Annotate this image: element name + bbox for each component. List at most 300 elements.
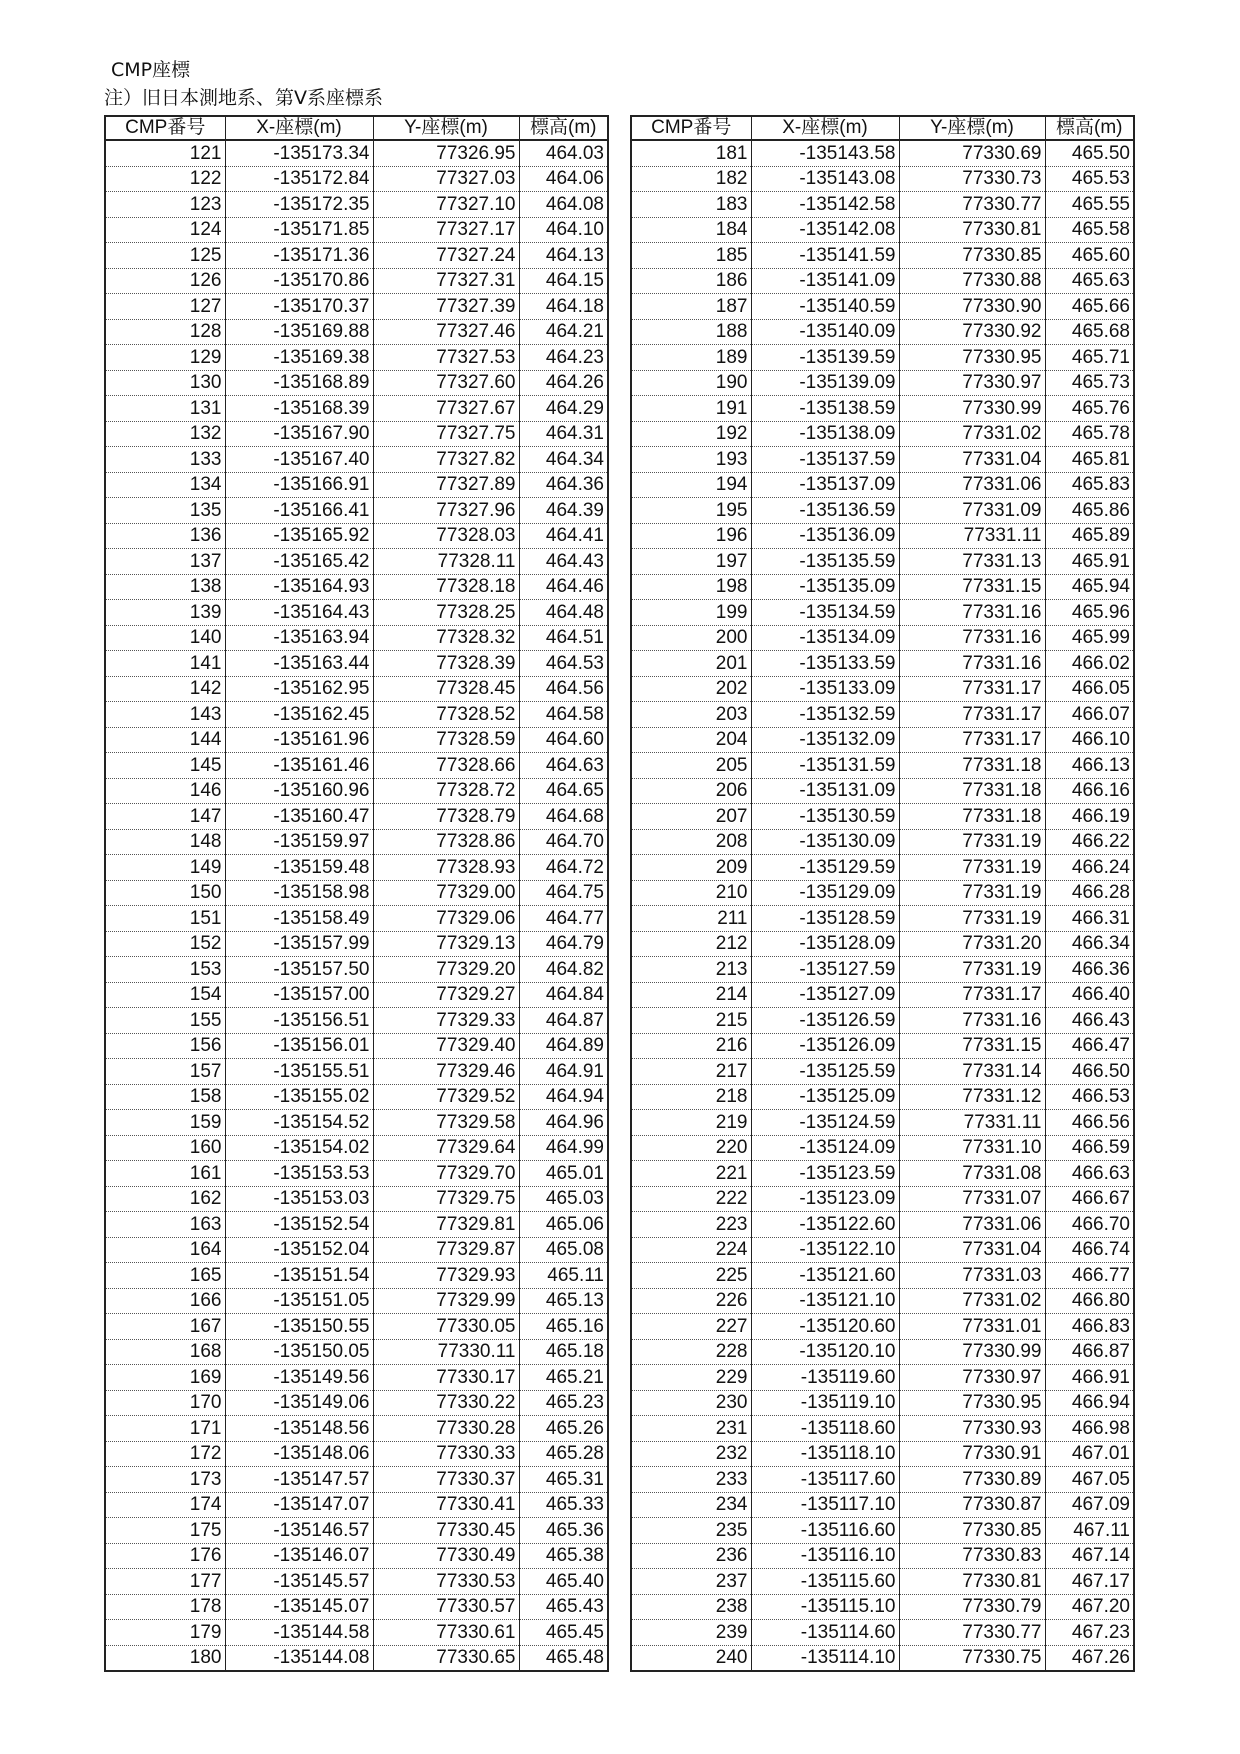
- cell-x-coordinate: -135141.59: [751, 243, 899, 269]
- cell-y-coordinate: 77331.18: [899, 753, 1045, 779]
- cell-x-coordinate: -135147.57: [225, 1467, 373, 1493]
- cell-y-coordinate: 77326.95: [373, 140, 519, 166]
- cell-cmp-number: 226: [631, 1288, 751, 1314]
- cell-x-coordinate: -135156.01: [225, 1033, 373, 1059]
- cell-cmp-number: 127: [105, 294, 225, 320]
- cell-cmp-number: 146: [105, 778, 225, 804]
- cell-cmp-number: 194: [631, 472, 751, 498]
- cell-x-coordinate: -135142.08: [751, 217, 899, 243]
- cell-cmp-number: 191: [631, 396, 751, 422]
- cell-x-coordinate: -135116.60: [751, 1518, 899, 1544]
- cell-y-coordinate: 77331.18: [899, 778, 1045, 804]
- cell-y-coordinate: 77327.60: [373, 370, 519, 396]
- cell-x-coordinate: -135160.47: [225, 804, 373, 830]
- table-row: [105, 1416, 608, 1442]
- table-row: [105, 396, 608, 422]
- cell-elevation: 465.50: [1045, 140, 1134, 166]
- cell-elevation: 464.23: [519, 345, 608, 371]
- table-row: [631, 1339, 1134, 1365]
- table-row: [631, 498, 1134, 524]
- cell-x-coordinate: -135141.09: [751, 268, 899, 294]
- cell-x-coordinate: -135160.96: [225, 778, 373, 804]
- cell-elevation: 466.34: [1045, 931, 1134, 957]
- header-cmp-number: CMP番号: [631, 116, 751, 140]
- cell-elevation: 467.14: [1045, 1543, 1134, 1569]
- cell-cmp-number: 130: [105, 370, 225, 396]
- cell-elevation: 464.26: [519, 370, 608, 396]
- cell-cmp-number: 176: [105, 1543, 225, 1569]
- cell-x-coordinate: -135125.59: [751, 1059, 899, 1085]
- cell-y-coordinate: 77330.28: [373, 1416, 519, 1442]
- cell-x-coordinate: -135129.59: [751, 855, 899, 881]
- cell-x-coordinate: -135171.36: [225, 243, 373, 269]
- cell-cmp-number: 230: [631, 1390, 751, 1416]
- cell-elevation: 465.16: [519, 1314, 608, 1340]
- cell-elevation: 466.63: [1045, 1161, 1134, 1187]
- cell-elevation: 465.89: [1045, 523, 1134, 549]
- cell-y-coordinate: 77331.18: [899, 804, 1045, 830]
- cell-cmp-number: 190: [631, 370, 751, 396]
- cell-elevation: 464.53: [519, 651, 608, 677]
- cell-cmp-number: 231: [631, 1416, 751, 1442]
- cell-elevation: 464.31: [519, 421, 608, 447]
- cell-cmp-number: 213: [631, 957, 751, 983]
- table-row: [105, 931, 608, 957]
- cell-elevation: 466.05: [1045, 676, 1134, 702]
- cell-x-coordinate: -135122.60: [751, 1212, 899, 1238]
- cell-elevation: 464.68: [519, 804, 608, 830]
- cell-elevation: 466.98: [1045, 1416, 1134, 1442]
- cell-cmp-number: 192: [631, 421, 751, 447]
- table-row: [105, 472, 608, 498]
- table-row: [105, 1186, 608, 1212]
- table-row: [631, 1314, 1134, 1340]
- cell-cmp-number: 223: [631, 1212, 751, 1238]
- table-row: [631, 1161, 1134, 1187]
- cell-x-coordinate: -135161.96: [225, 727, 373, 753]
- cell-elevation: 466.02: [1045, 651, 1134, 677]
- cell-y-coordinate: 77329.06: [373, 906, 519, 932]
- cell-x-coordinate: -135128.59: [751, 906, 899, 932]
- cell-cmp-number: 214: [631, 982, 751, 1008]
- cell-x-coordinate: -135122.10: [751, 1237, 899, 1263]
- cell-cmp-number: 205: [631, 753, 751, 779]
- cell-x-coordinate: -135128.09: [751, 931, 899, 957]
- cell-elevation: 466.16: [1045, 778, 1134, 804]
- cell-x-coordinate: -135136.09: [751, 523, 899, 549]
- cell-y-coordinate: 77328.66: [373, 753, 519, 779]
- cell-elevation: 467.11: [1045, 1518, 1134, 1544]
- cell-elevation: 465.53: [1045, 166, 1134, 192]
- cell-y-coordinate: 77331.16: [899, 600, 1045, 626]
- cell-y-coordinate: 77330.11: [373, 1339, 519, 1365]
- cell-y-coordinate: 77330.87: [899, 1492, 1045, 1518]
- table-body-left: [105, 140, 608, 1671]
- cell-cmp-number: 189: [631, 345, 751, 371]
- cell-y-coordinate: 77330.95: [899, 1390, 1045, 1416]
- cell-elevation: 466.70: [1045, 1212, 1134, 1238]
- cell-elevation: 466.77: [1045, 1263, 1134, 1289]
- cell-y-coordinate: 77330.97: [899, 370, 1045, 396]
- cell-cmp-number: 232: [631, 1441, 751, 1467]
- cell-y-coordinate: 77330.45: [373, 1518, 519, 1544]
- cell-elevation: 465.06: [519, 1212, 608, 1238]
- cell-y-coordinate: 77327.96: [373, 498, 519, 524]
- cell-y-coordinate: 77331.19: [899, 957, 1045, 983]
- cell-cmp-number: 215: [631, 1008, 751, 1034]
- cell-x-coordinate: -135143.58: [751, 140, 899, 166]
- cell-y-coordinate: 77330.05: [373, 1314, 519, 1340]
- cell-cmp-number: 153: [105, 957, 225, 983]
- cell-elevation: 466.67: [1045, 1186, 1134, 1212]
- cell-x-coordinate: -135138.59: [751, 396, 899, 422]
- cell-cmp-number: 177: [105, 1569, 225, 1595]
- cell-x-coordinate: -135157.00: [225, 982, 373, 1008]
- cell-cmp-number: 227: [631, 1314, 751, 1340]
- cell-elevation: 465.83: [1045, 472, 1134, 498]
- cell-cmp-number: 126: [105, 268, 225, 294]
- cell-x-coordinate: -135137.59: [751, 447, 899, 473]
- cell-x-coordinate: -135133.09: [751, 676, 899, 702]
- table-row: [631, 1543, 1134, 1569]
- cell-x-coordinate: -135131.09: [751, 778, 899, 804]
- table-row: [105, 1135, 608, 1161]
- coordinate-table-right: [630, 115, 1135, 1672]
- cell-y-coordinate: 77330.83: [899, 1543, 1045, 1569]
- cell-x-coordinate: -135157.50: [225, 957, 373, 983]
- cell-elevation: 466.24: [1045, 855, 1134, 881]
- table-row: [631, 804, 1134, 830]
- cell-x-coordinate: -135147.07: [225, 1492, 373, 1518]
- header-cmp-number: CMP番号: [105, 116, 225, 140]
- table-row: [105, 1263, 608, 1289]
- cell-cmp-number: 234: [631, 1492, 751, 1518]
- cell-elevation: 466.43: [1045, 1008, 1134, 1034]
- cell-cmp-number: 125: [105, 243, 225, 269]
- cell-y-coordinate: 77330.69: [899, 140, 1045, 166]
- cell-y-coordinate: 77331.20: [899, 931, 1045, 957]
- cell-elevation: 466.56: [1045, 1110, 1134, 1136]
- cell-y-coordinate: 77330.85: [899, 1518, 1045, 1544]
- table-row: [631, 1186, 1134, 1212]
- table-row: [105, 880, 608, 906]
- cell-x-coordinate: -135135.09: [751, 574, 899, 600]
- cell-x-coordinate: -135151.54: [225, 1263, 373, 1289]
- cell-elevation: 464.51: [519, 625, 608, 651]
- cell-elevation: 464.70: [519, 829, 608, 855]
- cell-x-coordinate: -135120.10: [751, 1339, 899, 1365]
- cell-y-coordinate: 77330.93: [899, 1416, 1045, 1442]
- cell-elevation: 466.13: [1045, 753, 1134, 779]
- cell-cmp-number: 203: [631, 702, 751, 728]
- cell-x-coordinate: -135148.56: [225, 1416, 373, 1442]
- cell-y-coordinate: 77331.19: [899, 906, 1045, 932]
- cell-x-coordinate: -135156.51: [225, 1008, 373, 1034]
- cell-elevation: 466.31: [1045, 906, 1134, 932]
- table-row: [631, 268, 1134, 294]
- table-row: [105, 421, 608, 447]
- table-row: [631, 1263, 1134, 1289]
- cell-y-coordinate: 77331.06: [899, 472, 1045, 498]
- cell-elevation: 465.63: [1045, 268, 1134, 294]
- cell-elevation: 466.94: [1045, 1390, 1134, 1416]
- cell-y-coordinate: 77328.39: [373, 651, 519, 677]
- table-row: [105, 1390, 608, 1416]
- cell-elevation: 464.96: [519, 1110, 608, 1136]
- cell-cmp-number: 218: [631, 1084, 751, 1110]
- cell-cmp-number: 156: [105, 1033, 225, 1059]
- cell-elevation: 465.78: [1045, 421, 1134, 447]
- page-title: CMP座標: [111, 59, 191, 81]
- table-header-row: [631, 116, 1134, 140]
- cell-y-coordinate: 77331.15: [899, 1033, 1045, 1059]
- cell-elevation: 466.91: [1045, 1365, 1134, 1391]
- table-row: [631, 523, 1134, 549]
- cell-y-coordinate: 77329.87: [373, 1237, 519, 1263]
- table-row: [631, 1033, 1134, 1059]
- table-row: [105, 1237, 608, 1263]
- cell-y-coordinate: 77330.99: [899, 1339, 1045, 1365]
- cell-x-coordinate: -135165.42: [225, 549, 373, 575]
- cell-y-coordinate: 77331.16: [899, 625, 1045, 651]
- cell-elevation: 465.94: [1045, 574, 1134, 600]
- cell-x-coordinate: -135118.60: [751, 1416, 899, 1442]
- cell-cmp-number: 152: [105, 931, 225, 957]
- table-row: [105, 1161, 608, 1187]
- cell-y-coordinate: 77331.08: [899, 1161, 1045, 1187]
- cell-cmp-number: 210: [631, 880, 751, 906]
- cell-x-coordinate: -135145.57: [225, 1569, 373, 1595]
- cell-y-coordinate: 77330.33: [373, 1441, 519, 1467]
- cell-x-coordinate: -135125.09: [751, 1084, 899, 1110]
- table-row: [631, 1467, 1134, 1493]
- cell-cmp-number: 198: [631, 574, 751, 600]
- cell-x-coordinate: -135159.48: [225, 855, 373, 881]
- cell-y-coordinate: 77331.02: [899, 421, 1045, 447]
- cell-y-coordinate: 77330.90: [899, 294, 1045, 320]
- cell-elevation: 464.48: [519, 600, 608, 626]
- cell-elevation: 467.23: [1045, 1620, 1134, 1646]
- cell-cmp-number: 224: [631, 1237, 751, 1263]
- table-row: [631, 319, 1134, 345]
- cell-cmp-number: 183: [631, 192, 751, 218]
- cell-x-coordinate: -135164.93: [225, 574, 373, 600]
- table-row: [631, 651, 1134, 677]
- cell-elevation: 465.43: [519, 1594, 608, 1620]
- table-row: [105, 1008, 608, 1034]
- cell-y-coordinate: 77331.12: [899, 1084, 1045, 1110]
- table-row: [105, 345, 608, 371]
- cell-elevation: 465.91: [1045, 549, 1134, 575]
- cell-cmp-number: 201: [631, 651, 751, 677]
- cell-x-coordinate: -135170.37: [225, 294, 373, 320]
- cell-elevation: 464.75: [519, 880, 608, 906]
- cell-elevation: 465.23: [519, 1390, 608, 1416]
- cell-x-coordinate: -135163.44: [225, 651, 373, 677]
- table-row: [105, 855, 608, 881]
- table-row: [105, 523, 608, 549]
- cell-y-coordinate: 77328.72: [373, 778, 519, 804]
- table-row: [105, 1594, 608, 1620]
- cell-cmp-number: 207: [631, 804, 751, 830]
- cell-elevation: 466.87: [1045, 1339, 1134, 1365]
- table-row: [105, 1110, 608, 1136]
- cell-y-coordinate: 77328.79: [373, 804, 519, 830]
- cell-cmp-number: 143: [105, 702, 225, 728]
- cell-y-coordinate: 77328.45: [373, 676, 519, 702]
- cell-y-coordinate: 77328.52: [373, 702, 519, 728]
- cell-y-coordinate: 77329.20: [373, 957, 519, 983]
- table-row: [105, 600, 608, 626]
- cell-x-coordinate: -135152.04: [225, 1237, 373, 1263]
- cell-x-coordinate: -135121.60: [751, 1263, 899, 1289]
- cell-elevation: 464.72: [519, 855, 608, 881]
- cell-x-coordinate: -135172.35: [225, 192, 373, 218]
- cell-elevation: 466.83: [1045, 1314, 1134, 1340]
- cell-y-coordinate: 77330.65: [373, 1645, 519, 1671]
- cell-x-coordinate: -135129.09: [751, 880, 899, 906]
- cell-elevation: 466.07: [1045, 702, 1134, 728]
- cell-x-coordinate: -135143.08: [751, 166, 899, 192]
- cell-cmp-number: 132: [105, 421, 225, 447]
- cell-x-coordinate: -135132.09: [751, 727, 899, 753]
- table-row: [105, 676, 608, 702]
- cell-x-coordinate: -135127.59: [751, 957, 899, 983]
- cell-elevation: 465.21: [519, 1365, 608, 1391]
- cell-x-coordinate: -135159.97: [225, 829, 373, 855]
- cell-elevation: 466.74: [1045, 1237, 1134, 1263]
- cell-x-coordinate: -135158.49: [225, 906, 373, 932]
- cell-cmp-number: 219: [631, 1110, 751, 1136]
- cell-cmp-number: 217: [631, 1059, 751, 1085]
- table-row: [631, 217, 1134, 243]
- cell-x-coordinate: -135140.09: [751, 319, 899, 345]
- cell-x-coordinate: -135144.08: [225, 1645, 373, 1671]
- cell-cmp-number: 237: [631, 1569, 751, 1595]
- cell-y-coordinate: 77331.13: [899, 549, 1045, 575]
- cell-cmp-number: 137: [105, 549, 225, 575]
- cell-cmp-number: 123: [105, 192, 225, 218]
- cell-x-coordinate: -135133.59: [751, 651, 899, 677]
- cell-cmp-number: 131: [105, 396, 225, 422]
- cell-elevation: 465.33: [519, 1492, 608, 1518]
- cell-cmp-number: 164: [105, 1237, 225, 1263]
- table-row: [631, 982, 1134, 1008]
- cell-cmp-number: 229: [631, 1365, 751, 1391]
- cell-y-coordinate: 77330.73: [899, 166, 1045, 192]
- cell-x-coordinate: -135153.03: [225, 1186, 373, 1212]
- table-row: [631, 192, 1134, 218]
- cell-y-coordinate: 77329.13: [373, 931, 519, 957]
- cell-elevation: 464.13: [519, 243, 608, 269]
- cell-x-coordinate: -135163.94: [225, 625, 373, 651]
- cell-y-coordinate: 77327.10: [373, 192, 519, 218]
- table-row: [631, 574, 1134, 600]
- cell-elevation: 466.50: [1045, 1059, 1134, 1085]
- cell-elevation: 465.81: [1045, 447, 1134, 473]
- cell-x-coordinate: -135139.59: [751, 345, 899, 371]
- cell-cmp-number: 168: [105, 1339, 225, 1365]
- cell-cmp-number: 129: [105, 345, 225, 371]
- cell-elevation: 465.31: [519, 1467, 608, 1493]
- coordinate-table-left: [104, 115, 609, 1672]
- cell-y-coordinate: 77330.81: [899, 1569, 1045, 1595]
- cell-cmp-number: 225: [631, 1263, 751, 1289]
- cell-x-coordinate: -135167.40: [225, 447, 373, 473]
- table-row: [105, 1467, 608, 1493]
- table-row: [631, 957, 1134, 983]
- cell-cmp-number: 148: [105, 829, 225, 855]
- cell-y-coordinate: 77330.79: [899, 1594, 1045, 1620]
- cell-y-coordinate: 77329.46: [373, 1059, 519, 1085]
- cell-elevation: 464.56: [519, 676, 608, 702]
- cell-cmp-number: 182: [631, 166, 751, 192]
- table-row: [631, 243, 1134, 269]
- cell-elevation: 464.63: [519, 753, 608, 779]
- cell-cmp-number: 142: [105, 676, 225, 702]
- cell-y-coordinate: 77331.09: [899, 498, 1045, 524]
- cell-x-coordinate: -135117.10: [751, 1492, 899, 1518]
- cell-elevation: 466.22: [1045, 829, 1134, 855]
- cell-elevation: 465.60: [1045, 243, 1134, 269]
- cell-elevation: 464.60: [519, 727, 608, 753]
- table-row: [631, 396, 1134, 422]
- table-row: [631, 370, 1134, 396]
- cell-y-coordinate: 77327.75: [373, 421, 519, 447]
- cell-y-coordinate: 77331.17: [899, 727, 1045, 753]
- table-row: [631, 829, 1134, 855]
- cell-elevation: 465.58: [1045, 217, 1134, 243]
- table-row: [631, 166, 1134, 192]
- cell-y-coordinate: 77330.92: [899, 319, 1045, 345]
- table-row: [105, 166, 608, 192]
- cell-x-coordinate: -135118.10: [751, 1441, 899, 1467]
- cell-x-coordinate: -135157.99: [225, 931, 373, 957]
- cell-cmp-number: 208: [631, 829, 751, 855]
- table-row: [105, 1569, 608, 1595]
- table-row: [631, 1518, 1134, 1544]
- cell-y-coordinate: 77330.91: [899, 1441, 1045, 1467]
- cell-cmp-number: 121: [105, 140, 225, 166]
- cell-x-coordinate: -135162.45: [225, 702, 373, 728]
- cell-y-coordinate: 77329.93: [373, 1263, 519, 1289]
- cell-cmp-number: 181: [631, 140, 751, 166]
- cell-x-coordinate: -135120.60: [751, 1314, 899, 1340]
- cell-elevation: 465.71: [1045, 345, 1134, 371]
- cell-cmp-number: 158: [105, 1084, 225, 1110]
- cell-y-coordinate: 77330.17: [373, 1365, 519, 1391]
- cell-x-coordinate: -135131.59: [751, 753, 899, 779]
- cell-y-coordinate: 77327.31: [373, 268, 519, 294]
- cell-cmp-number: 135: [105, 498, 225, 524]
- cell-elevation: 466.36: [1045, 957, 1134, 983]
- cell-y-coordinate: 77328.11: [373, 549, 519, 575]
- cell-x-coordinate: -135148.06: [225, 1441, 373, 1467]
- cell-cmp-number: 193: [631, 447, 751, 473]
- cell-cmp-number: 179: [105, 1620, 225, 1646]
- cell-elevation: 465.66: [1045, 294, 1134, 320]
- table-row: [105, 651, 608, 677]
- cell-x-coordinate: -135124.59: [751, 1110, 899, 1136]
- cell-cmp-number: 157: [105, 1059, 225, 1085]
- cell-elevation: 465.11: [519, 1263, 608, 1289]
- table-row: [105, 906, 608, 932]
- cell-y-coordinate: 77330.37: [373, 1467, 519, 1493]
- table-row: [105, 829, 608, 855]
- cell-cmp-number: 144: [105, 727, 225, 753]
- cell-elevation: 465.08: [519, 1237, 608, 1263]
- cell-cmp-number: 185: [631, 243, 751, 269]
